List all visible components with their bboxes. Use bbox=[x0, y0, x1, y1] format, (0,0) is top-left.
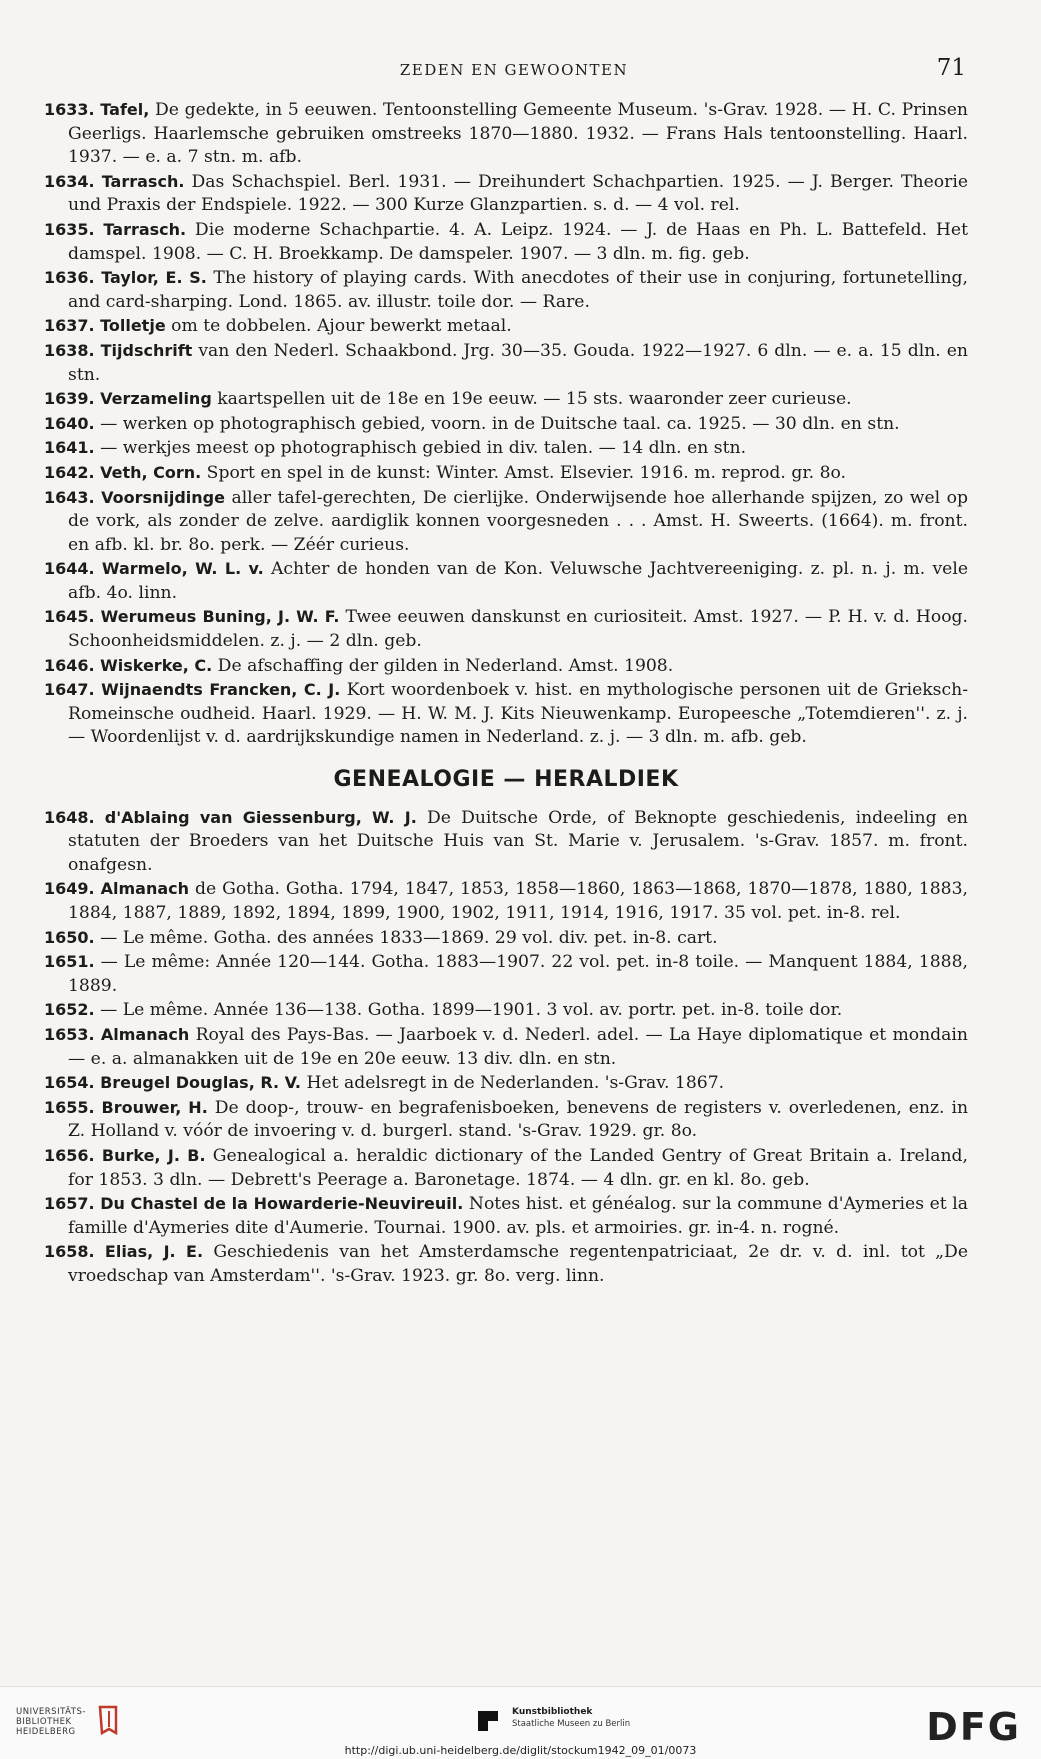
entry-number: 1635. bbox=[44, 219, 95, 239]
catalogue-entry bbox=[44, 387, 968, 412]
entry-number: 1656. bbox=[44, 1145, 95, 1165]
page-header bbox=[60, 55, 968, 91]
kunstbibliothek-icon bbox=[476, 1709, 500, 1733]
running-title: ZEDEN EN GEWOONTEN bbox=[399, 61, 629, 79]
kb-title: Kunstbibliothek bbox=[512, 1707, 593, 1717]
catalogue-entry bbox=[44, 170, 968, 218]
entry-number: 1641. bbox=[44, 438, 95, 458]
catalogue-entry bbox=[44, 436, 968, 461]
catalogue-entry bbox=[44, 926, 968, 951]
entry-number: 1649. bbox=[44, 879, 95, 899]
entry-description: Royal des Pays-Bas. — Jaarboek v. d. Nederl. adel. — La Haye diplomatique et mondain — e. a. almanakken uit de 19e en 20e eeuw. 13 div. dln. en stn. bbox=[68, 1024, 969, 1069]
entry-author: Almanach bbox=[100, 879, 190, 899]
entry-author: Breugel Douglas, R. V. bbox=[100, 1073, 301, 1093]
entries-zeden bbox=[44, 98, 968, 750]
university-line: BIBLIOTHEK bbox=[16, 1717, 72, 1727]
entry-number: 1647. bbox=[44, 680, 95, 700]
entry-description: De gedekte, in 5 eeuwen. Tentoonstelling Gemeente Museum. 's-Grav. 1928. — H. C. Prinsen Geerligs. Haarlemsche gebruiken omstreeks 1870—1880. 1932. — Frans Hals tentoonstelling. Haarl. 1937. — e. a. 7 stn. m. afb. bbox=[68, 100, 968, 168]
entry-author: Elias, J. E. bbox=[104, 1242, 204, 1262]
entry-author: Taylor, E. S. bbox=[101, 268, 207, 288]
entry-number: 1652. bbox=[44, 1000, 95, 1020]
entries-genealogie bbox=[44, 806, 968, 1289]
entry-number: 1651. bbox=[44, 952, 95, 972]
catalogue-entry bbox=[44, 1144, 968, 1192]
catalogue-entry bbox=[44, 678, 968, 750]
source-url[interactable]: http://digi.ub.uni-heidelberg.de/diglit/stockum1942_09_01/0073 bbox=[344, 1744, 697, 1757]
entry-number: 1637. bbox=[44, 316, 95, 336]
entry-number: 1655. bbox=[44, 1097, 95, 1117]
entry-number: 1639. bbox=[44, 389, 95, 409]
entry-author: Tafel, bbox=[100, 100, 150, 119]
catalogue-entry bbox=[44, 877, 968, 925]
heidelberg-library-logo bbox=[16, 1707, 86, 1737]
entry-description: Genealogical a. heraldic dictionary of the Landed Gentry of Great Britain a. Ireland, for 1853. 3 dln. — Debrett's Peerage a. Baronetage. 1874. — 4 dln. gr. en kl. 8o. geb. bbox=[68, 1145, 969, 1190]
entry-author: Veth, Corn. bbox=[100, 462, 202, 482]
catalogue-entry bbox=[44, 461, 968, 486]
entry-author: Almanach bbox=[100, 1024, 190, 1044]
entry-number: 1644. bbox=[44, 559, 95, 579]
heidelberg-emblem-icon bbox=[96, 1703, 122, 1737]
catalogue-entry bbox=[44, 1096, 968, 1144]
entry-number: 1645. bbox=[44, 607, 95, 627]
dfg-logo: DFG bbox=[926, 1705, 1021, 1749]
section-heading: GENEALOGIE — HERALDIEK bbox=[333, 767, 679, 793]
kb-subtitle: Staatliche Museen zu Berlin bbox=[512, 1719, 631, 1729]
catalogue-entry bbox=[44, 605, 968, 653]
catalogue-entry bbox=[44, 1023, 968, 1071]
entry-description: Die moderne Schachpartie. 4. A. Leipz. 1924. — J. de Haas en Ph. L. Battefeld. Het damspel. 1908. — C. H. Broekkamp. De damspeler. 1907. — 3 dln. m. fig. geb. bbox=[68, 219, 968, 264]
catalogue-entry bbox=[44, 314, 968, 339]
entry-number: 1636. bbox=[44, 268, 95, 288]
catalogue-entry bbox=[44, 266, 968, 314]
entry-description: Het adelsregt in de Nederlanden. 's-Grav. 1867. bbox=[301, 1073, 725, 1094]
entry-description: aller tafel-gerechten, De cierlijke. Onderwijsende hoe allerhande spijzen, zo wel op de vork, als zonder de zelve. aardiglik konnen voorgesneden . . . Amst. H. Sweerts. (1664). m. front. en afb. kl. br. 8o. perk. — Zéér curieus. bbox=[68, 487, 968, 555]
entry-author: Brouwer, H. bbox=[101, 1097, 208, 1117]
entry-number: 1634. bbox=[44, 171, 95, 191]
catalogue-entry bbox=[44, 557, 968, 605]
entry-author: d'Ablaing van Giessenburg, W. J. bbox=[104, 807, 417, 827]
entry-number: 1648. bbox=[44, 807, 95, 827]
entry-description: The history of playing cards. With anecdotes of their use in conjuring, fortunetelling, and card-sharping. Lond. 1865. av. illustr. toile dor. — Rare. bbox=[68, 268, 968, 312]
entry-description: om te dobbelen. Ajour bewerkt metaal. bbox=[165, 316, 512, 337]
entry-number: 1654. bbox=[44, 1073, 95, 1093]
entry-author: Wiskerke, C. bbox=[100, 655, 213, 675]
entry-description: De Duitsche Orde, of Beknopte geschiedenis, indeeling en statuten der Broeders van het Duitsche Huis van St. Marie v. Jerusalem. 's-Grav. 1857. m. front. onafgesn. bbox=[68, 807, 968, 875]
entry-number: 1643. bbox=[44, 487, 95, 507]
catalogue-entry bbox=[44, 1192, 968, 1240]
catalogue-entry bbox=[44, 339, 968, 387]
catalogue-entry bbox=[44, 412, 968, 437]
catalogue-entry bbox=[44, 654, 968, 679]
entry-description: — Le même. Année 136—138. Gotha. 1899—1901. 3 vol. av. portr. pet. in-8. toile dor. bbox=[100, 1000, 843, 1021]
entry-description: Achter de honden van de Kon. Veluwsche Jachtvereeniging. z. pl. n. j. m. vele afb. 4o. linn. bbox=[68, 559, 968, 603]
entry-description: Twee eeuwen danskunst en curiositeit. Amst. 1927. — P. H. v. d. Hoog. Schoonheidsmiddelen. z. j. — 2 dln. geb. bbox=[68, 607, 969, 652]
entry-author: Werumeus Buning, J. W. F. bbox=[100, 607, 340, 627]
catalogue-entry bbox=[44, 1240, 968, 1288]
entry-description: van den Nederl. Schaakbond. Jrg. 30—35. Gouda. 1922—1927. 6 dln. — e. a. 15 dln. en stn. bbox=[68, 340, 968, 385]
entry-author: Burke, J. B. bbox=[101, 1145, 206, 1165]
entry-description: De doop-, trouw- en begrafenisboeken, benevens de registers v. overledenen, enz. in Z. Holland v. vóór de invoering v. d. burgerl. stand. 's-Grav. 1929. gr. 8o. bbox=[68, 1097, 969, 1142]
footer-bar bbox=[0, 1686, 1041, 1759]
entry-number: 1658. bbox=[44, 1242, 95, 1262]
entry-description: Geschiedenis van het Amsterdamsche regentenpatriciaat, 2e dr. v. d. inl. tot „De vroedschap van Amsterdam''. 's-Grav. 1923. gr. 8o. verg. linn. bbox=[68, 1242, 968, 1286]
entry-number: 1642. bbox=[44, 462, 95, 482]
entry-description: de Gotha. Gotha. 1794, 1847, 1853, 1858—1860, 1863—1868, 1870—1878, 1880, 1883, 1884, 1887, 1889, 1892, 1894, 1899, 1900, 1902, 1911, 1914, 1916, 1917. 35 vol. pet. in-8. rel. bbox=[68, 879, 968, 923]
catalogue-entry bbox=[44, 98, 968, 170]
entry-number: 1650. bbox=[44, 927, 95, 947]
entry-number: 1640. bbox=[44, 413, 95, 433]
university-line: HEIDELBERG bbox=[16, 1727, 76, 1737]
entry-description: Sport en spel in de kunst: Winter. Amst. Elsevier. 1916. m. reprod. gr. 8o. bbox=[201, 462, 847, 483]
catalogue-entry bbox=[44, 950, 968, 998]
entry-description: — werkjes meest op photographisch gebied in div. talen. — 14 dln. en stn. bbox=[100, 438, 747, 459]
entry-description: Kort woordenboek v. hist. en mythologische personen uit de Grieksch-Romeinsche oudheid. Haarl. 1929. — H. W. M. J. Kits Nieuwenkamp. Europeesche „Totemdieren''. z. j. — Woordenlijst v. d. aardrijkskundige namen in Nederland. z. j. — 3 dln. m. afb. geb. bbox=[68, 680, 968, 748]
entry-author: Warmelo, W. L. v. bbox=[101, 559, 264, 579]
entry-number: 1657. bbox=[44, 1194, 95, 1214]
catalogue-entry bbox=[44, 1071, 968, 1096]
entry-description: Das Schachspiel. Berl. 1931. — Dreihundert Schachpartien. 1925. — J. Berger. Theorie und Praxis der Endspiele. 1922. — 300 Kurze Glanzpartien. s. d. — 4 vol. rel. bbox=[68, 171, 968, 216]
entry-number: 1646. bbox=[44, 655, 95, 675]
entry-author: Tijdschrift bbox=[100, 340, 193, 360]
catalogue-content bbox=[44, 98, 968, 1289]
entry-description: Notes hist. et généalog. sur la commune d'Aymeries et la famille d'Aymeries dite d'Aumerie. Tournai. 1900. av. pls. et armoiries. gr. in-4. n. rogné. bbox=[68, 1194, 969, 1238]
entry-author: Tolletje bbox=[100, 316, 166, 336]
catalogue-entry bbox=[44, 806, 968, 878]
catalogue-entry bbox=[44, 486, 968, 558]
entry-description: — Le même. Gotha. des années 1833—1869. 29 vol. div. pet. in-8. cart. bbox=[100, 927, 718, 948]
entry-description: — Le même: Année 120—144. Gotha. 1883—1907. 22 vol. pet. in-8 toile. — Manquent 1884, 1888, 1889. bbox=[68, 952, 968, 996]
university-line: UNIVERSITÄTS- bbox=[16, 1707, 86, 1717]
entry-author: Tarrasch. bbox=[101, 171, 185, 191]
entry-description: — werken op photographisch gebied, voorn. in de Duitsche taal. ca. 1925. — 30 dln. en stn. bbox=[100, 413, 900, 434]
entry-number: 1633. bbox=[44, 100, 95, 119]
entry-author: Du Chastel de la Howarderie-Neuvireuil. bbox=[100, 1194, 464, 1214]
entry-number: 1638. bbox=[44, 340, 95, 360]
entry-author: Verzameling bbox=[100, 389, 212, 409]
catalogue-entry bbox=[44, 218, 968, 266]
entry-number: 1653. bbox=[44, 1024, 95, 1044]
catalogue-entry bbox=[44, 998, 968, 1023]
entry-author: Wijnaendts Francken, C. J. bbox=[101, 680, 341, 700]
entry-author: Voorsnijdinge bbox=[101, 487, 225, 507]
entry-author: Tarrasch. bbox=[103, 219, 187, 239]
entry-description: kaartspellen uit de 18e en 19e eeuw. — 15 sts. waaronder zeer curieuse. bbox=[211, 389, 852, 410]
entry-description: De afschaffing der gilden in Nederland. Amst. 1908. bbox=[212, 655, 674, 676]
page-number: 71 bbox=[936, 55, 966, 81]
